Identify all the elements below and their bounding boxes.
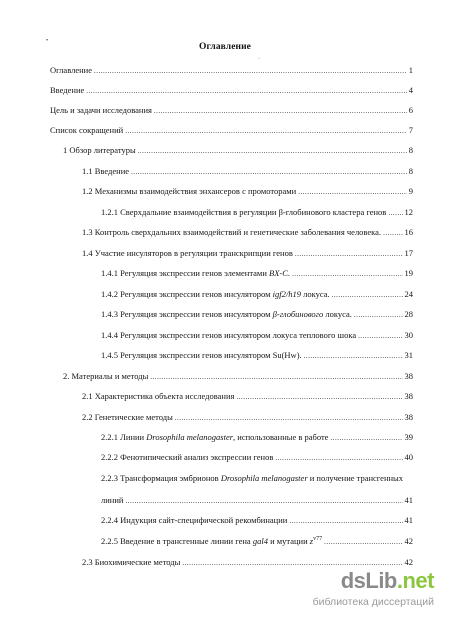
toc-page-number: 24 <box>404 289 413 299</box>
toc-entry-text: 2.2.4 Индукция сайт-специфической рекомбинации <box>101 515 288 525</box>
leader-dots <box>298 185 407 199</box>
scan-speck: · <box>258 56 260 62</box>
scan-speck: • <box>46 38 49 44</box>
italic-term: β-глобинового <box>272 309 324 319</box>
toc-page-number: 31 <box>404 350 413 360</box>
toc-entry[interactable] <box>82 390 413 403</box>
leader-dots <box>388 206 402 220</box>
leader-dots <box>358 329 402 343</box>
toc-entry[interactable] <box>50 64 413 77</box>
watermark <box>262 568 442 614</box>
toc-entry[interactable] <box>50 84 413 97</box>
toc-entry-text: 2.2.5 Введение в трансгенные линии гена gal4 и мутации $z^{v77}$ <box>101 536 323 546</box>
toc-page-number: 30 <box>404 330 413 340</box>
leader-dots <box>324 535 402 549</box>
toc-entry-text: 2.2.1 Линии Drosophila melanogaster, использованные в работе <box>101 432 329 442</box>
leader-dots <box>150 370 402 384</box>
leader-dots <box>138 144 407 158</box>
toc-entry[interactable] <box>50 124 413 137</box>
toc-entry-text: 1.4.2 Регуляция экспрессии генов инсулятором igf2/h19 локуса. <box>101 289 330 299</box>
toc-page-number: 39 <box>404 432 413 442</box>
leader-dots <box>354 308 403 322</box>
toc-page-number: 16 <box>404 227 413 237</box>
toc-entry[interactable] <box>63 370 413 383</box>
toc-page-number: 8 <box>408 145 413 155</box>
toc-page-number: 8 <box>408 166 413 176</box>
toc-entry[interactable] <box>101 308 413 321</box>
leader-dots <box>332 288 403 302</box>
italic-term: z <box>309 536 314 546</box>
toc-entry[interactable] <box>101 431 413 444</box>
toc-entry[interactable] <box>101 451 413 464</box>
toc-page-number: 38 <box>404 371 413 381</box>
italic-term: igf2/h19 <box>272 289 301 299</box>
toc-page-number: 42 <box>404 536 413 546</box>
watermark-subtitle: библиотека диссертаций <box>312 596 434 608</box>
toc-page-number: 7 <box>408 125 413 135</box>
leader-dots <box>125 124 407 138</box>
leader-dots <box>330 431 402 445</box>
leader-dots <box>236 390 402 404</box>
italic-term: Drosophila melanogaster <box>220 473 308 483</box>
toc-entry-text: Цель и задачи исследования <box>50 105 152 115</box>
toc-title: Оглавление <box>198 42 252 52</box>
toc-entry-text: 2. Материалы и методы <box>63 371 149 381</box>
toc-entry-text: 2.2.3 Трансформация эмбрионов Drosophila melanogaster и получение трансгенных <box>101 473 404 483</box>
toc-entry-text: 2.1 Характеристика объекта исследования <box>82 391 235 401</box>
leader-dots <box>94 64 407 78</box>
toc-entry-text: 1.4.5 Регуляция экспрессии генов инсулятором Su(Hw). <box>101 350 302 360</box>
toc-entry-text: 2.2.2 Фенотипический анализ экспрессии генов <box>101 452 274 462</box>
toc-entry-text: 1.4 Участие инсуляторов в регуляции транскрипции генов <box>82 248 293 258</box>
toc-page-number: 17 <box>404 248 413 258</box>
leader-dots <box>292 267 402 281</box>
toc-page-number: 4 <box>408 85 413 95</box>
toc-entry-text: 1.4.4 Регуляция экспрессии генов инсулятором локуса теплового шока <box>101 330 357 340</box>
toc-entry-text: 1.1 Введение <box>82 166 130 176</box>
toc-entry-text: 2.2 Генетические методы <box>82 412 173 422</box>
toc-entry[interactable] <box>101 472 413 485</box>
leader-dots <box>295 247 403 261</box>
toc-page-number: 41 <box>404 515 413 525</box>
toc-entry[interactable] <box>63 144 413 157</box>
toc-entry-text: Список сокращений <box>50 125 124 135</box>
toc-entry[interactable] <box>82 226 413 239</box>
toc-page-number: 42 <box>404 557 413 567</box>
leader-dots <box>154 104 407 118</box>
toc-entry[interactable] <box>101 349 413 362</box>
toc-page-number: 6 <box>408 105 413 115</box>
toc-entry-text: 1.4.3 Регуляция экспрессии генов инсулятором β-глобинового локуса. <box>101 309 352 319</box>
leader-dots <box>125 494 402 508</box>
leader-dots <box>86 84 406 98</box>
italic-term: Drosophila melanogaster <box>146 432 234 442</box>
toc-entry-text: Введение <box>50 85 85 95</box>
leader-dots <box>289 514 402 528</box>
toc-entry-text: 1.2 Механизмы взаимодействия энхансеров с промоторами <box>82 186 297 196</box>
leader-dots <box>383 226 402 240</box>
toc-entry-text: 1.3 Контроль сверхдальних взаимодействий и генетические заболевания человека. <box>82 227 382 237</box>
italic-term: BX-C <box>269 268 288 278</box>
toc-page-number: 12 <box>404 207 413 217</box>
toc-page-number: 19 <box>404 268 413 278</box>
toc-entry-text: 2.3 Биохимические методы <box>82 557 181 567</box>
toc-entry[interactable] <box>82 247 413 260</box>
toc-page-number: 1 <box>408 65 413 75</box>
toc-entry[interactable] <box>101 514 413 527</box>
leader-dots <box>304 349 403 363</box>
toc-entry-text: Оглавление <box>50 65 92 75</box>
toc-entry[interactable] <box>101 535 413 548</box>
watermark-logo: dsLib.net <box>340 568 434 593</box>
toc-page-number: 41 <box>404 495 413 505</box>
toc-entry-text: 1 Обзор литературы <box>63 145 136 155</box>
toc-entry-continuation[interactable] <box>101 494 413 507</box>
toc-page-number: 9 <box>408 186 413 196</box>
toc-page-number: 38 <box>404 412 413 422</box>
toc-entry-text: 1.4.1 Регуляция экспрессии генов элементами BX-C. <box>101 268 291 278</box>
superscript: v77 <box>313 536 323 543</box>
leader-dots <box>175 411 403 425</box>
toc-entry-text: 1.2.1 Сверхдальние взаимодействия в регуляции β-глобинового кластера генов <box>101 207 387 217</box>
toc-page-number: 28 <box>404 309 413 319</box>
toc-entry[interactable] <box>101 206 413 219</box>
toc-entry[interactable] <box>82 411 413 424</box>
italic-term: gal4 <box>252 536 268 546</box>
toc-page-number: 40 <box>404 452 413 462</box>
toc-entry-text: линий <box>101 495 124 505</box>
toc-entry[interactable] <box>101 329 413 342</box>
toc-entry[interactable] <box>50 104 413 117</box>
toc-entry[interactable] <box>82 165 413 178</box>
toc-entry[interactable] <box>101 267 413 280</box>
toc-entry[interactable] <box>82 185 413 198</box>
leader-dots <box>275 451 402 465</box>
leader-dots <box>131 165 407 179</box>
toc-entry[interactable] <box>101 288 413 301</box>
toc-page-number: 38 <box>404 391 413 401</box>
